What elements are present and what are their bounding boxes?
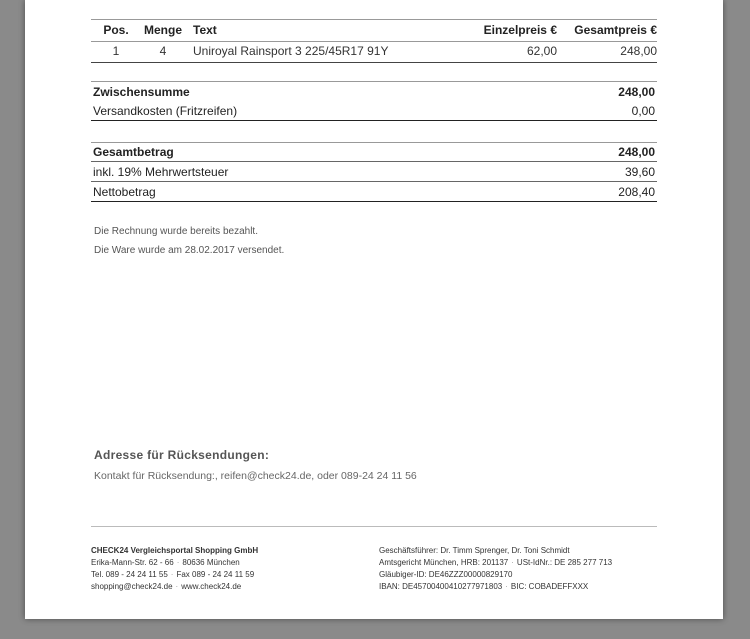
footer-court: Amtsgericht München, HRB: 201137 [379,558,509,567]
line-items-table [91,19,657,63]
footer-creditor: Gläubiger-ID: DE46ZZZ00000829170 [379,570,513,579]
footer-register: Amtsgericht München, HRB: 201137 · USt-IdNr.: DE 285 277 713 [379,558,613,567]
invoice-page [25,0,723,619]
returns-text: Kontakt für Rücksendung:, reifen@check24.de, oder 089-24 24 11 56 [94,470,417,482]
table-header-row [91,20,657,42]
row-total-price: 248,00 [561,42,657,63]
table-row [91,42,657,63]
footer-web[interactable]: www.check24.de [181,582,242,591]
shipping-row [91,101,657,121]
footer-address: Erika-Mann-Str. 62 - 66 · 80636 München [91,558,240,567]
footer-street: Erika-Mann-Str. 62 - 66 [91,558,174,567]
returns-title: Adresse für Rücksendungen: [94,448,270,462]
footer-left [91,545,258,593]
net-value: 208,40 [618,184,655,199]
row-unit-price: 62,00 [461,42,561,63]
vat-row [91,162,657,182]
header-qty: Menge [141,20,185,42]
footer-ceo: Geschäftsführer: Dr. Timm Sprenger, Dr. Toni Schmidt [379,546,570,555]
header-total-price: Gesamtpreis € [561,20,657,42]
shipping-label: Versandkosten (Fritzreifen) [93,103,238,118]
footer-bic: BIC: COBADEFFXXX [510,582,589,591]
net-row [91,182,657,202]
subtotal-value: 248,00 [618,84,655,99]
footer-phone: Tel. 089 - 24 24 11 55 · Fax 089 - 24 24 11 59 [91,570,255,579]
total-row [91,142,657,162]
vat-label: inkl. 19% Mehrwertsteuer [93,164,229,179]
total-value: 248,00 [618,145,655,159]
shipping-value: 0,00 [631,103,655,118]
footer-bank: IBAN: DE45700400410277971803 · BIC: COBADEFFXXX [379,582,589,591]
row-qty: 4 [141,42,185,63]
footer-tel: Tel. 089 - 24 24 11 55 [91,570,168,579]
subtotal-block [91,81,657,121]
vat-value: 39,60 [624,164,655,179]
header-text: Text [185,20,461,42]
footer-city: 80636 München [182,558,240,567]
footer-divider [91,526,657,527]
footer-right [379,545,612,593]
footer-contact: shopping@check24.de · www.check24.de [91,582,242,591]
shipped-note: Die Ware wurde am 28.02.2017 versendet. [94,245,285,256]
footer-iban: IBAN: DE45700400410277971803 [379,582,503,591]
footer-company: CHECK24 Vergleichsportal Shopping GmbH [91,546,259,555]
subtotal-label: Zwischensumme [93,84,190,99]
subtotal-row [91,81,657,101]
paid-note: Die Rechnung wurde bereits bezahlt. [94,226,258,237]
net-label: Nettobetrag [93,184,156,199]
footer-vatid: USt-IdNr.: DE 285 277 713 [516,558,613,567]
header-pos: Pos. [91,20,141,42]
header-unit-price: Einzelpreis € [461,20,561,42]
total-block [91,142,657,202]
footer-fax: Fax 089 - 24 24 11 59 [176,570,255,579]
row-text: Uniroyal Rainsport 3 225/45R17 91Y [185,42,461,63]
row-pos: 1 [91,42,141,63]
total-label: Gesamtbetrag [93,145,174,159]
footer-email[interactable]: shopping@check24.de [91,582,173,591]
